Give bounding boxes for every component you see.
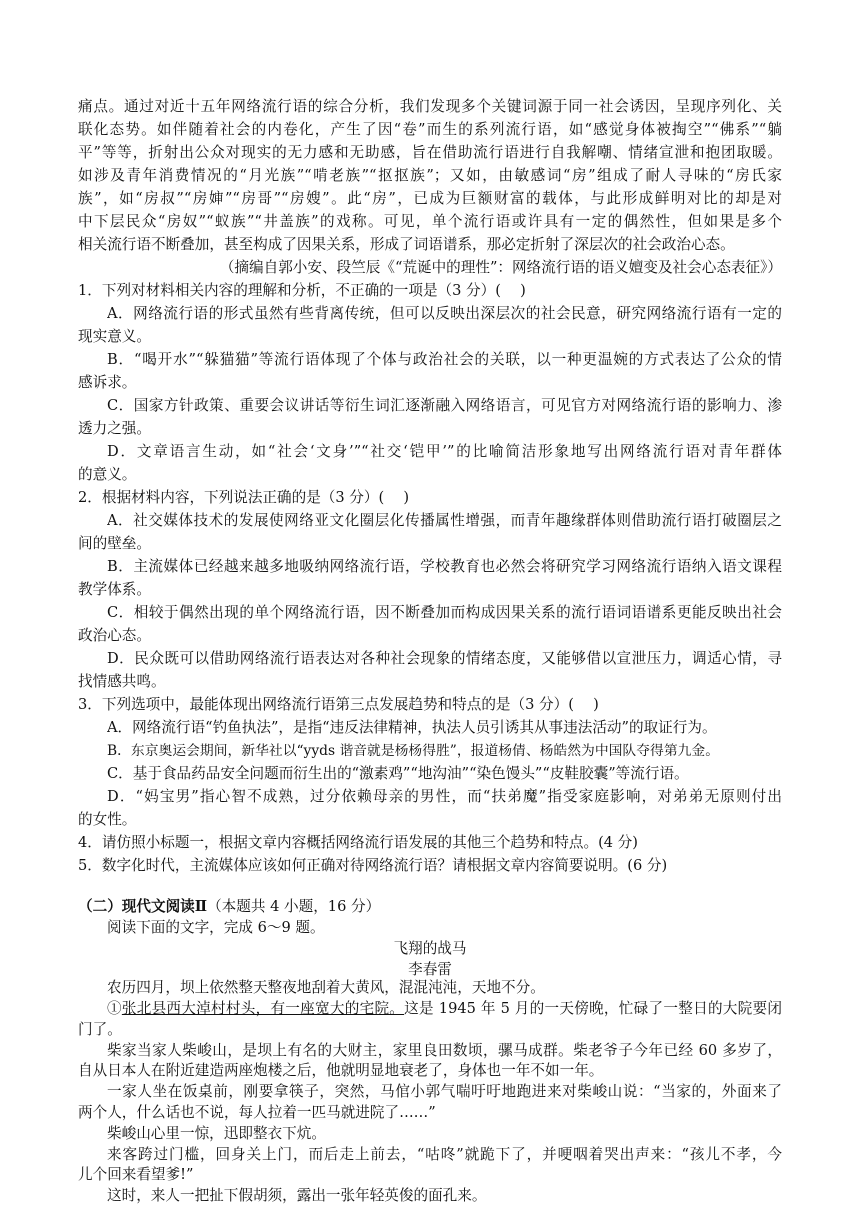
story-paragraph-3-cont: 自从日本人在附近建造两座炮楼之后，他就明显地衰老了，身体也一年不如一年。: [78, 1062, 604, 1080]
story-paragraph-2-cont: 门了。: [78, 1020, 122, 1038]
story-paragraph-3: 柴家当家人柴峻山，是坝上有名的大财主，家里良田数顷，骡马成群。柴老爷子今年已经 60 多岁了，: [107, 1041, 782, 1059]
story-paragraph-6-cont: 儿个回来看望爹!”: [78, 1166, 194, 1184]
underlined-sentence: 张北县西大淖村村头，有一座宽大的宅院。: [121, 1000, 405, 1017]
passage1-line-7: 相关流行语不断叠加，甚至构成了因果关系，形成了词语谱系，那必定折射了深层次的社会政治心态。: [78, 236, 735, 253]
q2-option-b-cont: 教学体系。: [78, 581, 151, 598]
q5: 5．数字化时代，主流媒体应该如何正确对待网络流行语？请根据文章内容简要说明。(6 分): [78, 857, 668, 874]
story-title: 飞翔的战马: [393, 940, 467, 957]
passage1-line-6: 中下层民众“房奴”“蚁族”“井盖族”的戏称。可见，单个流行语或许具有一定的偶然性，但如果是多个: [78, 213, 782, 230]
q3-option-a: A．网络流行语“钓鱼执法”，是指“违反法律精神，执法人员引诱其从事违法活动”的取证行为。: [107, 719, 717, 736]
paragraph-2-rest: 这是 1945 年 5 月的一天傍晚，忙碌了一整日的大院要闭: [404, 1000, 782, 1017]
q2-option-c-cont: 政治心态。: [78, 627, 151, 644]
section2-note: （本题共 4 小题，16 分）: [207, 898, 381, 915]
section2-title: （二）现代文阅读Ⅱ: [78, 898, 208, 915]
story-paragraph-1: 农历四月，坝上依然整天整夜地刮着大黄风，混混沌沌，天地不分。: [107, 979, 545, 996]
story-paragraph-7: 这时，来人一把扯下假胡须，露出一张年轻英俊的面孔来。: [107, 1187, 487, 1205]
q1-option-d-cont: 的意义。: [78, 466, 137, 483]
story-paragraph-5: 柴峻山心里一惊，迅即整衣下炕。: [107, 1124, 326, 1142]
q2-option-a-cont: 间的壁垒。: [78, 535, 151, 552]
q1-option-c-cont: 透力之强。: [78, 420, 151, 437]
q3-option-b: B．东京奥运会期间，新华社以“yyds 谐音就是杨杨得胜”，报道杨倩、杨皓然为中国队夺得第九金。: [107, 743, 720, 759]
story-author: 李春雷: [408, 961, 452, 978]
section2-instruction: 阅读下面的文字，完成 6～9 题。: [107, 919, 325, 936]
q4: 4．请仿照小标题一，根据文章内容概括网络流行语发展的其他三个趋势和特点。(4 分): [78, 834, 638, 851]
passage1-line-3: 平”等等，折射出公众对现实的无力感和无助感，旨在借助流行语进行自我解嘲、情绪宣泄和抱团取暖。: [78, 144, 782, 161]
paragraph-marker: ①: [107, 1000, 122, 1017]
section2-heading: [78, 897, 782, 918]
q3-stem: 3．下列选项中，最能体现出网络流行语第三点发展趋势和特点的是（3 分）( ): [78, 696, 599, 713]
q2-option-d-cont: 找情感共鸣。: [78, 673, 166, 690]
passage1-line-1: 痛点。通过对近十五年网络流行语的综合分析，我们发现多个关键词源于同一社会诱因，呈现序列化、关: [78, 98, 782, 115]
q3-option-d: D．“妈宝男”指心智不成熟，过分依赖母亲的男性，而“扶弟魔”指受家庭影响，对弟弟无原则付出: [107, 788, 782, 805]
passage1-line-5: 族”，如“房叔”“房婶”“房哥”“房嫂”。此“房”，已成为巨额财富的载体，与此形成鲜明对比的却是对: [78, 190, 782, 207]
passage1-source: （摘编自郭小安、段竺辰《“荒诞中的理性”：网络流行语的语义嬗变及社会心态表征》）: [219, 259, 782, 276]
q1-stem: 1．下列对材料相关内容的理解和分析，不正确的一项是（3 分）( ): [78, 282, 526, 299]
q3-option-d-cont: 的女性。: [78, 811, 137, 828]
q2-option-b: B．主流媒体已经越来越多地吸纳网络流行语，学校教育也必然会将研究学习网络流行语纳入语文课程: [107, 558, 782, 575]
passage1-line-2: 联化态势。如伴随着社会的内卷化，产生了因“卷”而生的系列流行语，如“感觉身体被掏空”“佛系”“躺: [78, 121, 782, 138]
q1-option-d: D．文章语言生动，如“社会‘文身’”“社交‘铠甲’”的比喻简洁形象地写出网络流行语对青年群体: [107, 443, 782, 460]
q1-option-b: B．“喝开水”“躲猫猫”等流行语体现了个体与政治社会的关联，以一种更温婉的方式表达了公众的情: [107, 351, 782, 368]
q1-option-a: A．网络流行语的形式虽然有些背离传统，但可以反映出深层次的社会民意，研究网络流行语有一定的: [107, 305, 782, 322]
q3-option-c: C．基于食品药品安全问题而衍生出的“激素鸡”“地沟油”“染色馒头”“皮鞋胶囊”等流行语。: [107, 765, 689, 782]
story-paragraph-2: [107, 999, 782, 1020]
story-paragraph-4-cont: 两个人，什么话也不说，每人拉着一匹马就进院了……”: [78, 1104, 436, 1121]
q1-option-b-cont: 感诉求。: [78, 374, 137, 391]
q1-option-c: C．国家方针政策、重要会议讲话等衍生词汇逐渐融入网络语言，可见官方对网络流行语的影响力、渗: [107, 397, 782, 414]
story-paragraph-4: 一家人坐在饭桌前，刚要拿筷子，突然，马倌小郭气喘吁吁地跑进来对柴峻山说：“当家的，外面来了: [107, 1083, 782, 1101]
story-paragraph-6: 来客跨过门槛，回身关上门，而后走上前去，“咕咚”就跪下了，并哽咽着哭出声来：“孩儿不孝，今: [107, 1145, 782, 1163]
q2-option-c: C．相较于偶然出现的单个网络流行语，因不断叠加而构成因果关系的流行语词语谱系更能反映出社会: [107, 604, 782, 621]
q2-option-d: D．民众既可以借助网络流行语表达对各种社会现象的情绪态度，又能够借以宣泄压力，调适心情，寻: [107, 650, 782, 667]
q2-option-a: A．社交媒体技术的发展使网络亚文化圈层化传播属性增强，而青年趣缘群体则借助流行语打破圈层之: [107, 512, 782, 529]
passage1-line-4: 如涉及青年消费情况的“月光族”“啃老族”“抠抠族”；又如，由敏感词“房”组成了耐人寻味的“房氏家: [78, 167, 782, 184]
q1-option-a-cont: 现实意义。: [78, 328, 151, 345]
q2-stem: 2．根据材料内容，下列说法正确的是（3 分）( ): [78, 489, 410, 506]
